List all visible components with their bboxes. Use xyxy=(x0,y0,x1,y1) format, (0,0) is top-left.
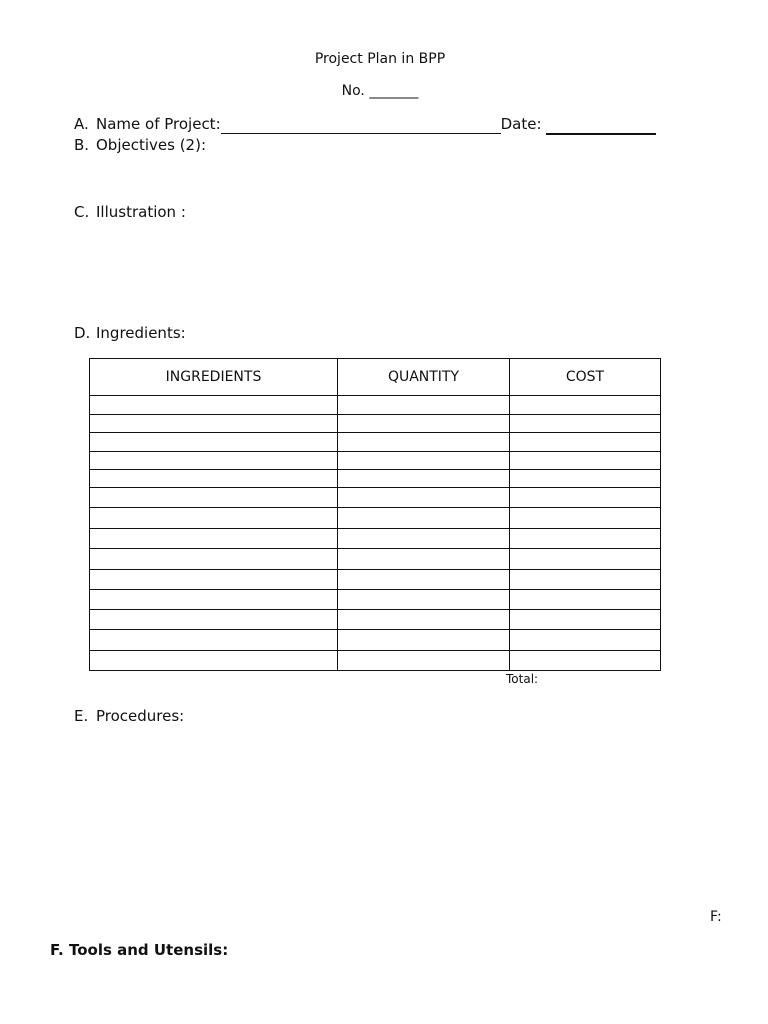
cost-cell[interactable] xyxy=(510,396,661,415)
quantity-cell[interactable] xyxy=(338,452,510,470)
ingredient-cell[interactable] xyxy=(90,452,338,470)
table-row xyxy=(90,415,661,433)
quantity-cell[interactable] xyxy=(338,488,510,508)
table-row xyxy=(90,470,661,488)
cost-cell[interactable] xyxy=(510,508,661,529)
cost-cell[interactable] xyxy=(510,433,661,452)
cost-cell[interactable] xyxy=(510,452,661,470)
table-row xyxy=(90,488,661,508)
ingredient-cell[interactable] xyxy=(90,549,338,570)
section-e xyxy=(74,707,184,725)
table-row xyxy=(90,433,661,452)
ingredient-cell[interactable] xyxy=(90,415,338,433)
quantity-cell[interactable] xyxy=(338,610,510,630)
quantity-cell[interactable] xyxy=(338,415,510,433)
ingredient-cell[interactable] xyxy=(90,470,338,488)
ingredient-cell[interactable] xyxy=(90,570,338,590)
section-a-letter: A. xyxy=(74,115,89,133)
quantity-cell[interactable] xyxy=(338,529,510,549)
ingredients-label: Ingredients: xyxy=(96,324,186,342)
cost-cell[interactable] xyxy=(510,549,661,570)
objectives-label: Objectives (2): xyxy=(96,136,207,154)
cost-cell[interactable] xyxy=(510,488,661,508)
section-d xyxy=(74,324,186,342)
section-c xyxy=(74,203,186,221)
section-c-letter: C. xyxy=(74,203,90,221)
ingredient-cell[interactable] xyxy=(90,433,338,452)
section-b xyxy=(74,136,206,154)
f-marker: F: xyxy=(710,909,722,925)
ingredient-cell[interactable] xyxy=(90,488,338,508)
table-row xyxy=(90,529,661,549)
quantity-cell[interactable] xyxy=(338,433,510,452)
illustration-label: Illustration : xyxy=(96,203,186,221)
table-row xyxy=(90,570,661,590)
table-row xyxy=(90,508,661,529)
table-row xyxy=(90,651,661,671)
procedures-label: Procedures: xyxy=(96,707,185,725)
tools-heading: F. Tools and Utensils: xyxy=(50,941,229,959)
table-row xyxy=(90,549,661,570)
quantity-cell[interactable] xyxy=(338,470,510,488)
table-body xyxy=(90,396,661,671)
section-b-letter: B. xyxy=(74,136,90,154)
quantity-cell[interactable] xyxy=(338,549,510,570)
header-cost: COST xyxy=(510,359,661,396)
quantity-cell[interactable] xyxy=(338,590,510,610)
total-label: Total: xyxy=(506,672,539,686)
project-name-label: Name of Project: xyxy=(96,115,221,133)
cost-cell[interactable] xyxy=(510,651,661,671)
ingredient-cell[interactable] xyxy=(90,630,338,651)
document-number: No. _______ xyxy=(341,83,419,99)
cost-cell[interactable] xyxy=(510,529,661,549)
ingredient-cell[interactable] xyxy=(90,396,338,415)
table-row xyxy=(90,452,661,470)
project-name-line xyxy=(221,115,501,134)
cost-cell[interactable] xyxy=(510,470,661,488)
table-header-row xyxy=(90,359,661,396)
ingredient-cell[interactable] xyxy=(90,508,338,529)
section-d-letter: D. xyxy=(74,324,91,342)
header-quantity: QUANTITY xyxy=(338,359,510,396)
table-row xyxy=(90,610,661,630)
ingredient-cell[interactable] xyxy=(90,529,338,549)
cost-cell[interactable] xyxy=(510,415,661,433)
section-e-letter: E. xyxy=(74,707,89,725)
table-row xyxy=(90,590,661,610)
ingredients-table xyxy=(89,358,661,671)
ingredient-cell[interactable] xyxy=(90,651,338,671)
cost-cell[interactable] xyxy=(510,630,661,651)
table-row xyxy=(90,630,661,651)
ingredient-cell[interactable] xyxy=(90,590,338,610)
header-ingredients: INGREDIENTS xyxy=(90,359,338,396)
cost-cell[interactable] xyxy=(510,610,661,630)
quantity-cell[interactable] xyxy=(338,570,510,590)
section-a xyxy=(74,115,656,135)
cost-cell[interactable] xyxy=(510,570,661,590)
date-label: Date: xyxy=(500,115,542,133)
ingredient-cell[interactable] xyxy=(90,610,338,630)
quantity-cell[interactable] xyxy=(338,651,510,671)
date-line xyxy=(546,115,656,135)
quantity-cell[interactable] xyxy=(338,630,510,651)
quantity-cell[interactable] xyxy=(338,396,510,415)
document-title: Project Plan in BPP xyxy=(314,51,446,67)
table-row xyxy=(90,396,661,415)
quantity-cell[interactable] xyxy=(338,508,510,529)
cost-cell[interactable] xyxy=(510,590,661,610)
